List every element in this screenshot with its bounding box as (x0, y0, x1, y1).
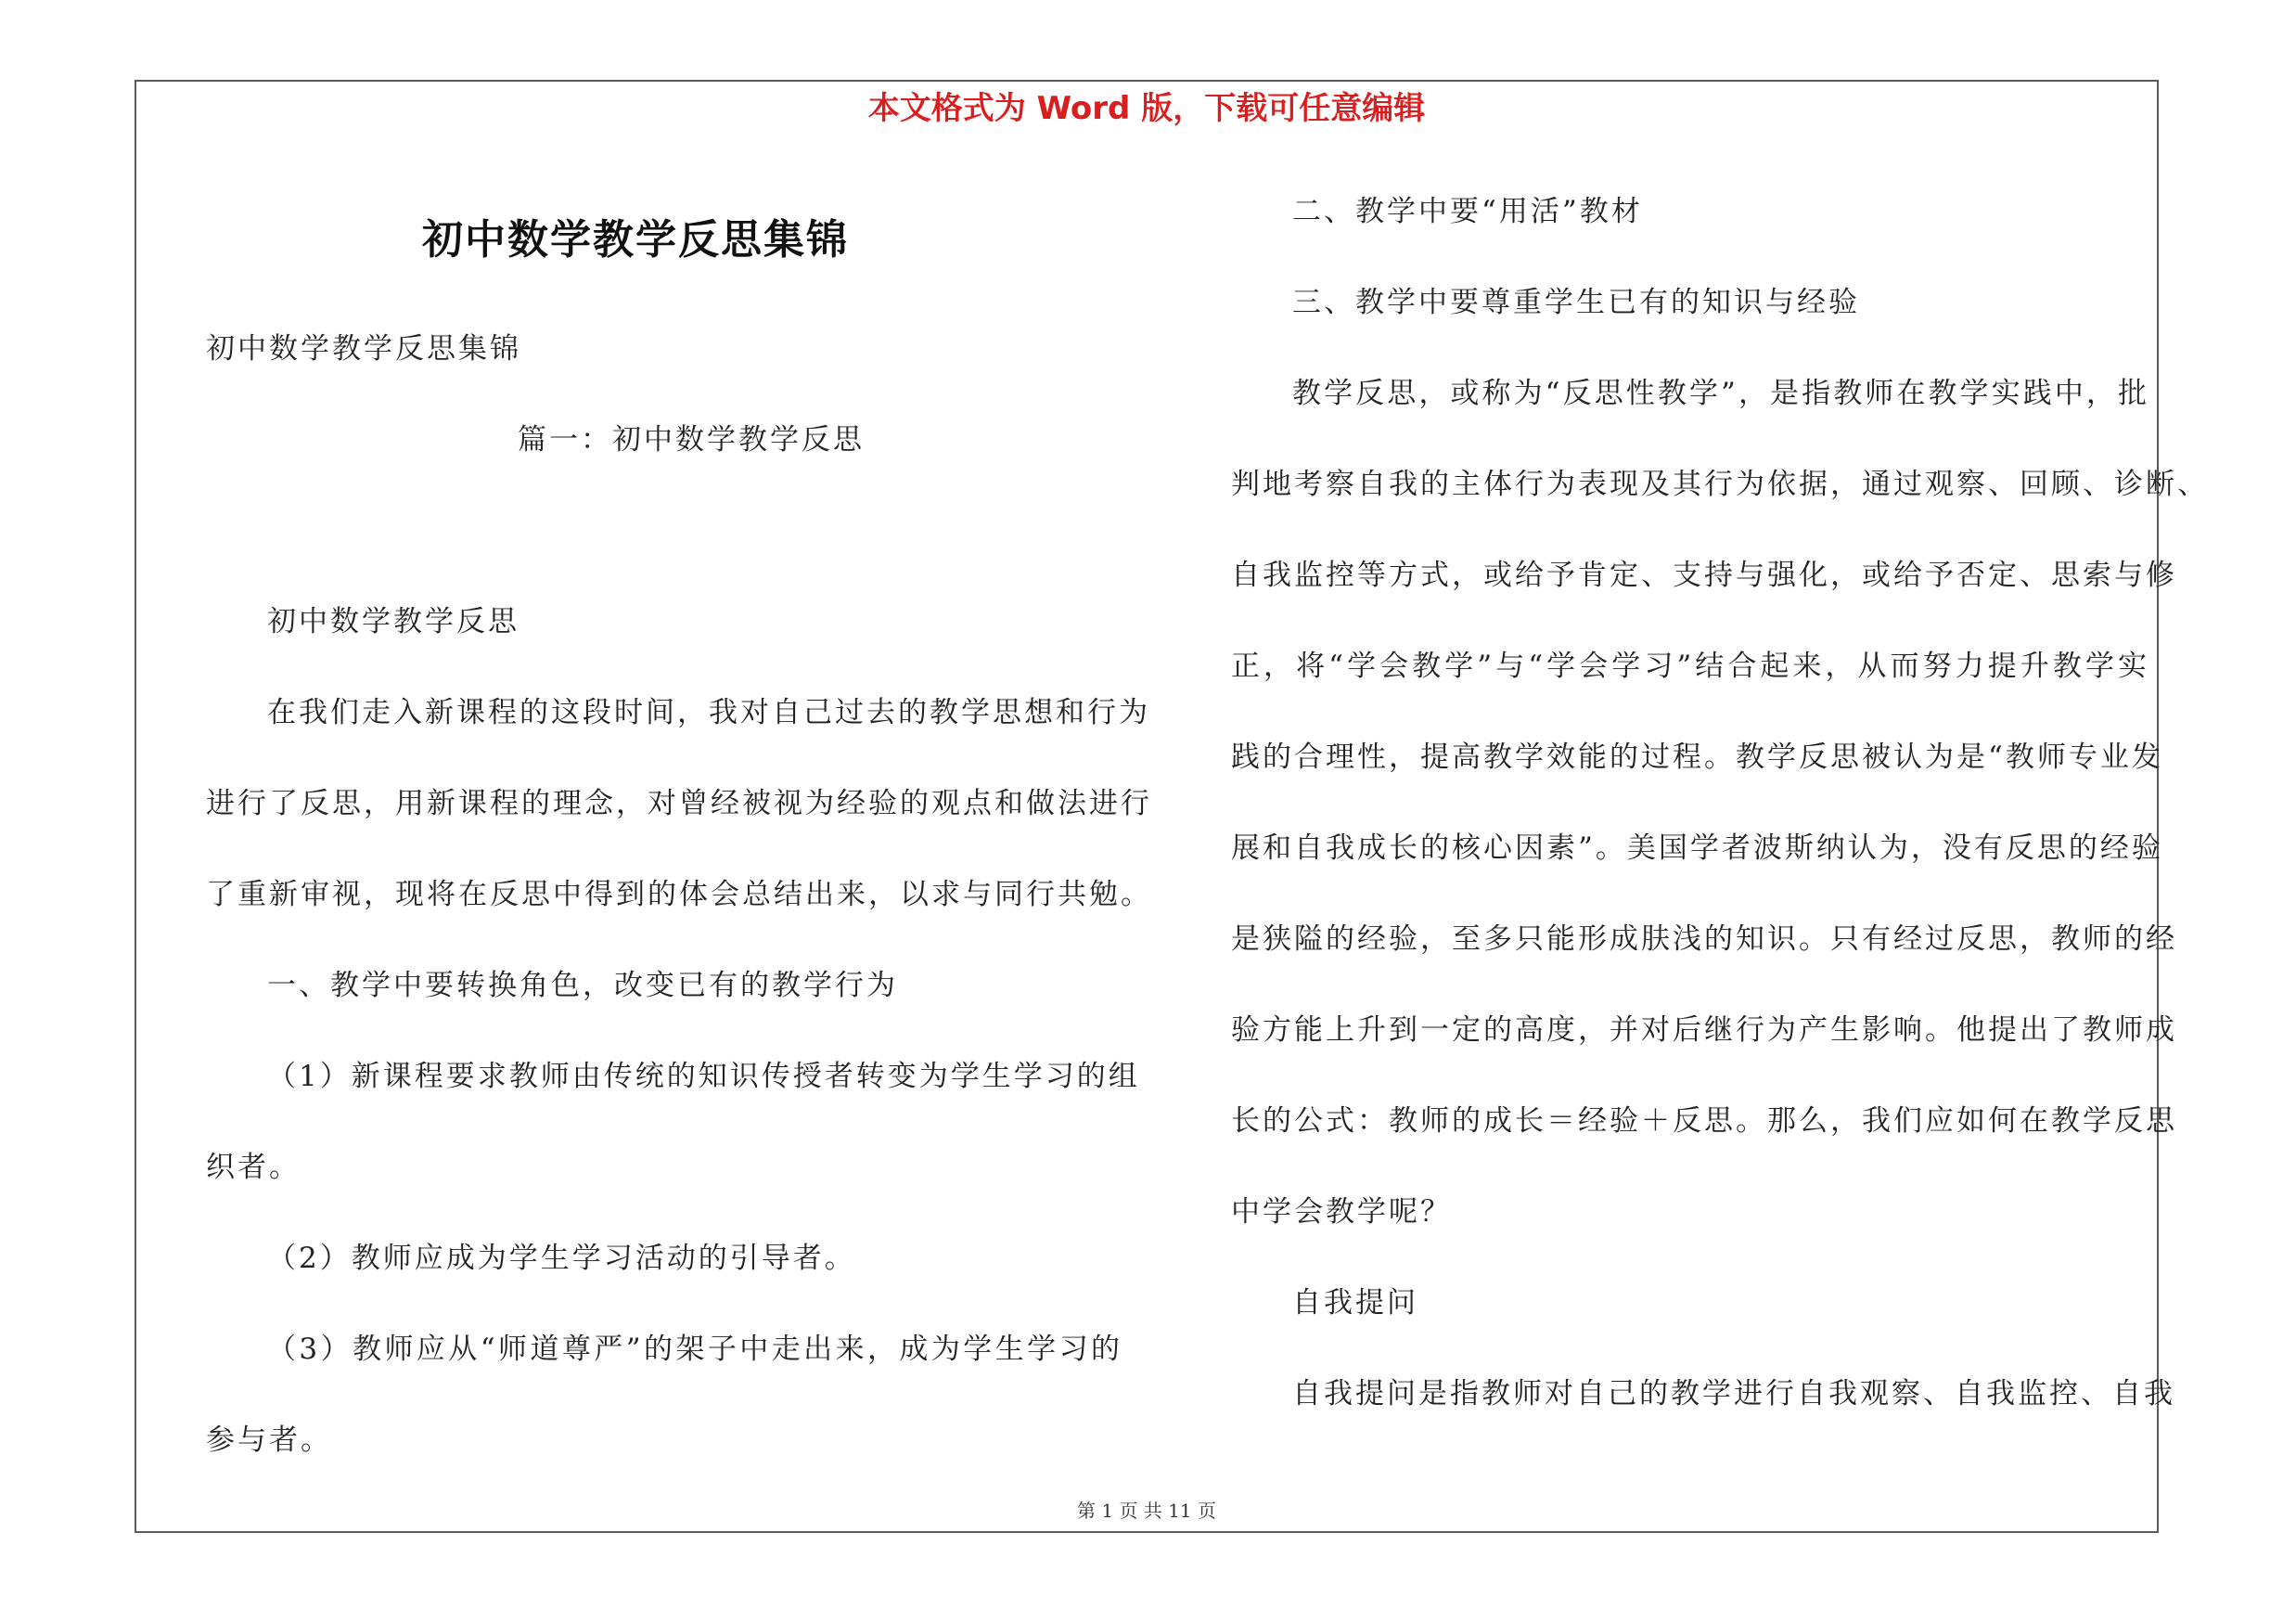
paragraph-line: 中学会教学呢？ (1231, 1195, 1452, 1229)
paragraph-line: 织者。 (206, 1151, 301, 1184)
paragraph-line: 参与者。 (206, 1423, 332, 1457)
paragraph-line: 一、教学中要转换角色，改变已有的教学行为 (267, 969, 898, 1002)
section-heading: 篇一：初中数学教学反思 (518, 423, 865, 457)
paragraph-line: 教学反思，或称为“反思性教学”，是指教师在教学实践中，批 (1292, 377, 2149, 410)
paragraph-line: 判地考察自我的主体行为表现及其行为依据，通过观察、回顾、诊断、 (1231, 468, 2209, 501)
paragraph-heading: 自我提问 (1292, 1286, 1418, 1320)
paragraph-line: 是狭隘的经验，至多只能形成肤浅的知识。只有经过反思，教师的经 (1231, 922, 2177, 956)
paragraph-line: （3）教师应从“师道尊严”的架子中走出来，成为学生学习的 (267, 1333, 1122, 1366)
page-footer: 第 1 页 共 11 页 (1077, 1500, 1216, 1522)
paragraph-line: 三、教学中要尊重学生已有的知识与经验 (1292, 286, 1860, 319)
paragraph-line: 自我提问是指教师对自己的教学进行自我观察、自我监控、自我 (1292, 1377, 2175, 1410)
paragraph-line: 践的合理性，提高教学效能的过程。教学反思被认为是“教师专业发 (1231, 741, 2163, 774)
paragraph-line: 正，将“学会教学”与“学会学习”结合起来，从而努力提升教学实 (1231, 650, 2149, 683)
paragraph-line: （1）新课程要求教师由传统的知识传授者转变为学生学习的组 (267, 1060, 1140, 1093)
subtitle-line: 初中数学教学反思集锦 (206, 332, 521, 366)
paragraph-line: 展和自我成长的核心因素”。美国学者波斯纳认为，没有反思的经验 (1231, 831, 2163, 865)
paragraph-line: 自我监控等方式，或给予肯定、支持与强化，或给予否定、思索与修 (1231, 559, 2177, 592)
paragraph-line: 了重新审视，现将在反思中得到的体会总结出来，以求与同行共勉。 (206, 878, 1152, 911)
editable-banner: 本文格式为 Word 版，下载可任意编辑 (867, 90, 1426, 127)
paragraph-line: 验方能上升到一定的高度，并对后继行为产生影响。他提出了教师成 (1231, 1013, 2177, 1047)
paragraph-heading: 初中数学教学反思 (267, 605, 519, 638)
paragraph-line: 二、教学中要“用活”教材 (1292, 195, 1643, 228)
paragraph-line: （2）教师应成为学生学习活动的引导者。 (267, 1242, 856, 1275)
paragraph-line: 长的公式：教师的成长＝经验＋反思。那么，我们应如何在教学反思 (1231, 1104, 2177, 1138)
paragraph-line: 进行了反思，用新课程的理念，对曾经被视为经验的观点和做法进行 (206, 787, 1152, 820)
document-title: 初中数学教学反思集锦 (422, 216, 849, 264)
paragraph-line: 在我们走入新课程的这段时间，我对自己过去的教学思想和行为 (267, 696, 1150, 729)
